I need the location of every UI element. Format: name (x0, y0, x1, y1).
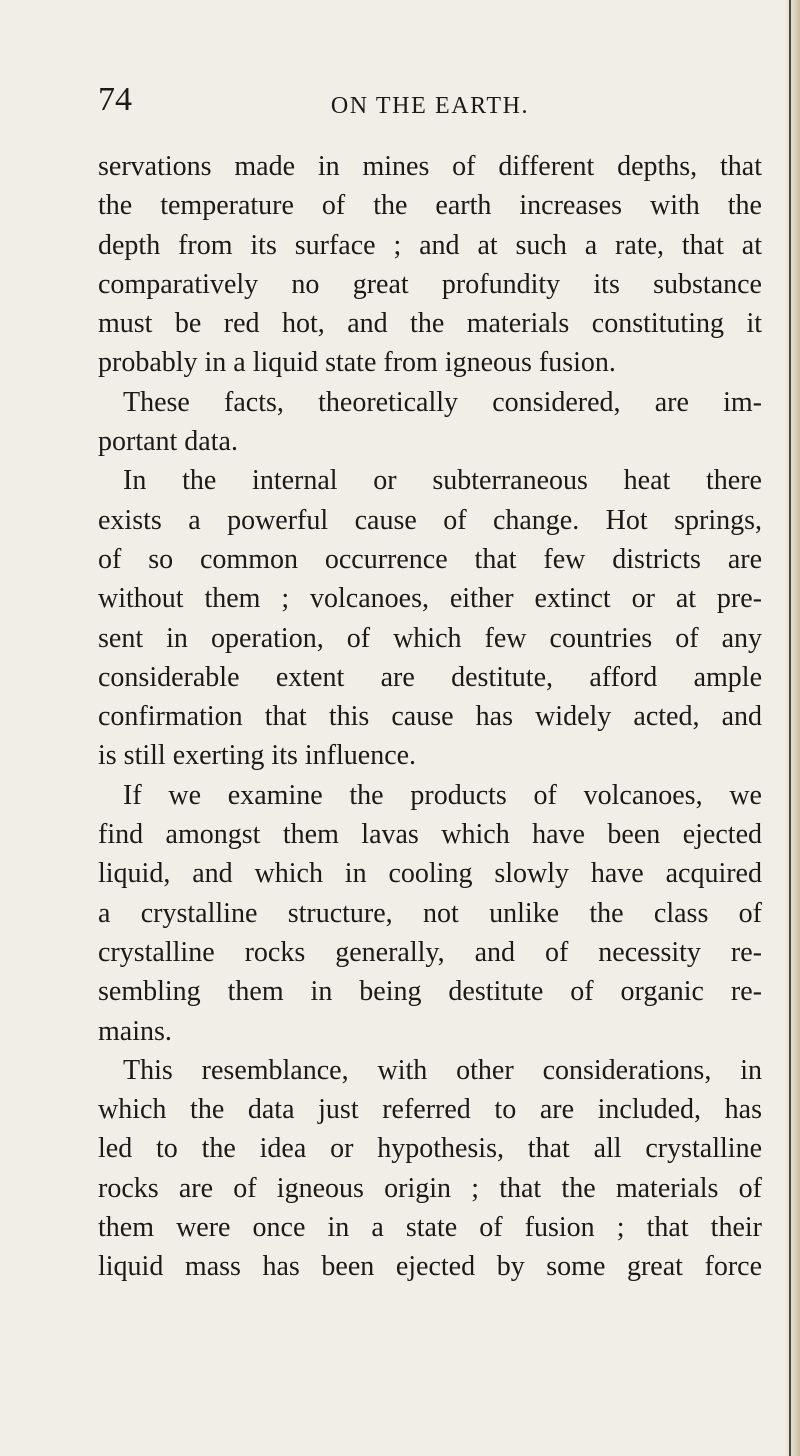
body-text (98, 147, 762, 1287)
text-line: sembling them in being destitute of organic re- (98, 976, 762, 1008)
text-line: crystalline rocks generally, and of necessity re- (98, 936, 762, 968)
text-line: considerable extent are destitute, afford ample (98, 661, 762, 693)
text-line: liquid, and which in cooling slowly have acquired (98, 858, 762, 890)
text-line: depth from its surface ; and at such a rate, that at (98, 229, 762, 261)
text-line: servations made in mines of different depths, that (98, 151, 762, 182)
text-line: exists a powerful cause of change. Hot springs, (98, 504, 762, 536)
text-line: liquid mass has been ejected by some great force (98, 1251, 762, 1283)
text-line: them were once in a state of fusion ; that their (98, 1212, 762, 1244)
running-head: ON THE EARTH. (330, 93, 530, 119)
text-line: without them ; volcanoes, either extinct or at pre- (98, 583, 762, 615)
page-number: 74 (98, 81, 132, 118)
text-line: sent in operation, of which few countries of any (98, 622, 762, 654)
text-line: These facts, theoretically considered, are im- (123, 386, 762, 418)
text-line: rocks are of igneous origin ; that the materials of (98, 1172, 762, 1204)
text-line: portant data. (98, 426, 238, 458)
text-line: In the internal or subterraneous heat there (123, 465, 762, 497)
text-line: comparatively no great profundity its substance (98, 268, 762, 300)
text-line: is still exerting its influence. (98, 740, 417, 772)
text-line: led to the idea or hypothesis, that all crystalline (98, 1133, 762, 1165)
text-line: which the data just referred to are included, has (98, 1094, 762, 1126)
text-line: probably in a liquid state from igneous fusion. (98, 347, 616, 379)
text-line: This resemblance, with other considerations, in (123, 1054, 762, 1086)
text-line: If we examine the products of volcanoes, we (123, 779, 762, 811)
page-binding-line (789, 0, 791, 1456)
text-line: mains. (98, 1015, 172, 1047)
text-line: find amongst them lavas which have been ejected (98, 819, 762, 851)
text-line: of so common occurrence that few districts are (98, 543, 762, 575)
text-line: must be red hot, and the materials constituting it (98, 308, 762, 340)
page-header (0, 80, 800, 120)
text-line: confirmation that this cause has widely acted, and (98, 701, 762, 733)
text-line: a crystalline structure, not unlike the class of (98, 897, 762, 929)
text-line: the temperature of the earth increases with the (98, 190, 762, 222)
